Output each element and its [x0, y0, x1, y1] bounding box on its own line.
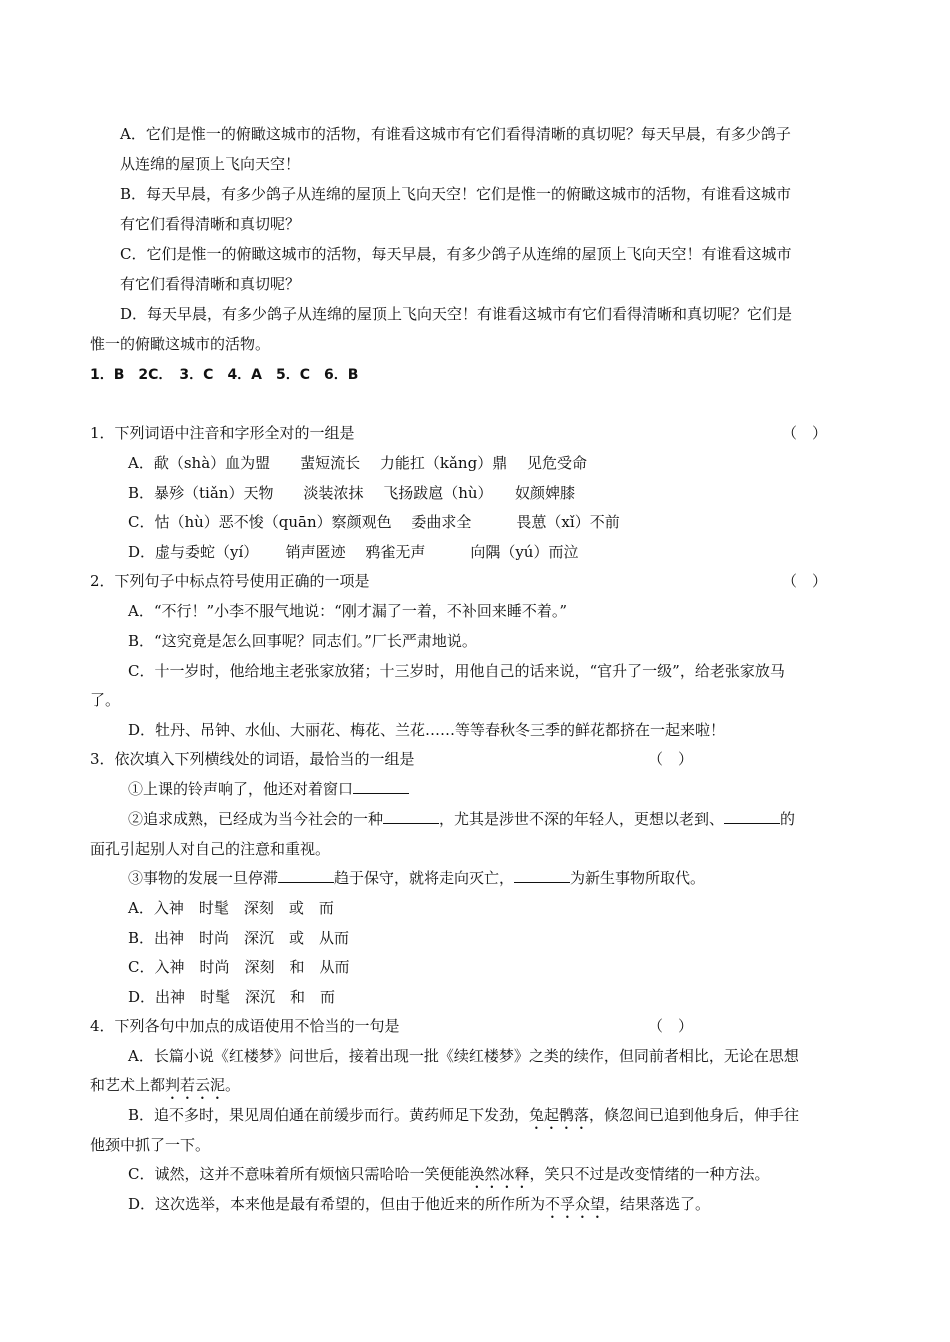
passage-option-c-line2: 有它们看得清晰和真切呢？ — [120, 275, 301, 293]
q4-option-a-line1: A．长篇小说《红楼梦》问世后，接着出现一批《续红楼梦》之类的续作，但同前者相比，无论在思想 — [128, 1047, 799, 1065]
q1-stem: 1．下列词语中注音和字形全对的一组是 — [90, 424, 355, 442]
q2-option-d: D．牡丹、吊钟、水仙、大丽花、梅花、兰花……等等春秋冬三季的鲜花都挤在一起来啦！ — [128, 721, 726, 739]
q3-blank-3[interactable] — [724, 809, 780, 824]
q4-option-a-text: 和艺术上都 — [90, 1076, 166, 1094]
passage-option-b-line2: 有它们看得清晰和真切呢？ — [120, 215, 301, 233]
q2-stem: 2．下列句子中标点符号使用正确的一项是 — [90, 572, 370, 590]
passage-option-d-line2: 惟一的俯瞰这城市的活物。 — [90, 335, 271, 353]
q3-sentence-2-part-b: ，尤其是涉世不深的年轻人，更想以老到、 — [439, 810, 725, 828]
q3-sentence-1 — [128, 779, 409, 799]
q3-sentence-3 — [128, 868, 705, 888]
passage-option-b-line1: B．每天早晨，有多少鸽子从连绵的屋顶上飞向天空！它们是惟一的俯瞰这城市的活物，有谁看这城市 — [120, 185, 792, 203]
q3-sentence-3-part-a: ③事物的发展一旦停滞 — [128, 869, 279, 887]
q3-blank-2[interactable] — [383, 809, 439, 824]
q2-option-c-line1: C．十一岁时，他给地主老张家放猪；十三岁时，用他自己的话来说，“官升了一级”，给老张家放马 — [128, 662, 785, 680]
q4-answer-bracket: （ ） — [648, 1017, 694, 1035]
q3-sentence-2 — [128, 809, 795, 829]
q2-answer-bracket: （ ） — [782, 572, 828, 590]
q2-option-a: A．“不行！”小李不服气地说：“刚才漏了一着，不补回来睡不着。” — [128, 602, 568, 620]
q1-option-b: B．暴殄（tiǎn）天物 淡装浓抹 飞扬跋扈（hù） 奴颜婢膝 — [128, 484, 576, 502]
q4-option-a-idiom: 判若云泥 — [165, 1076, 226, 1094]
q3-option-a: A．入神 时髦 深刻 或 而 — [128, 899, 334, 917]
q3-option-c: C．入神 时尚 深刻 和 从而 — [128, 958, 350, 976]
q3-blank-4[interactable] — [278, 868, 334, 883]
q3-option-b: B．出神 时尚 深沉 或 从而 — [128, 929, 350, 947]
q3-blank-1[interactable] — [353, 779, 409, 794]
q4-option-b-text: B．追不多时，果见周伯通在前缓步而行。黄药师足下发劲， — [128, 1106, 530, 1124]
q4-option-c-rest: ，笑只不过是改变情绪的一种方法。 — [529, 1165, 770, 1183]
q3-sentence-3-part-c: 为新生事物所取代。 — [570, 869, 706, 887]
q4-option-b-line2: 他颈中抓了一下。 — [90, 1136, 211, 1154]
q3-answer-bracket: （ ） — [648, 750, 694, 768]
q3-sentence-1-text: ①上课的铃声响了，他还对着窗口 — [128, 780, 354, 798]
q3-stem: 3．依次填入下列横线处的词语，最恰当的一组是 — [90, 750, 415, 768]
q4-option-a-line2 — [90, 1075, 240, 1103]
passage-option-c-line1: C．它们是惟一的俯瞰这城市的活物，每天早晨，有多少鸽子从连绵的屋顶上飞向天空！有谁看这城市 — [120, 245, 792, 263]
q1-option-c: C．怙（hù）恶不悛（quān）察颜观色 委曲求全 畏葸（xǐ）不前 — [128, 513, 620, 531]
q4-option-d-text: D．这次选举，本来他是最有希望的，但由于他近来的所作所为 — [128, 1195, 546, 1213]
q4-option-b-rest: ，倏忽间已追到他身后，伸手往 — [589, 1106, 800, 1124]
q3-sentence-2-line2: 面孔引起别人对自己的注意和重视。 — [90, 840, 331, 858]
q3-sentence-3-part-b: 趋于保守，就将走向灭亡， — [334, 869, 515, 887]
q1-answer-bracket: （ ） — [782, 424, 828, 442]
q3-blank-5[interactable] — [514, 868, 570, 883]
passage-option-d-line1: D．每天早晨，有多少鸽子从连绵的屋顶上飞向天空！有谁看这城市有它们看得清晰和真切呢？它们是 — [120, 305, 793, 323]
q4-stem: 4．下列各句中加点的成语使用不恰当的一句是 — [90, 1017, 400, 1035]
q1-option-d: D．虚与委蛇（yí） 销声匿迹 鸦雀无声 向隅（yú）而泣 — [128, 543, 579, 561]
q4-option-c-idiom: 涣然冰释 — [469, 1165, 530, 1183]
q4-option-d-idiom: 不孚众望 — [545, 1195, 606, 1213]
passage-option-a-line2: 从连绵的屋顶上飞向天空！ — [120, 155, 301, 173]
q1-option-a: A．歃（shà）血为盟 蜚短流长 力能扛（kǎng）鼎 见危受命 — [128, 454, 587, 472]
passage-option-a-line1: A．它们是惟一的俯瞰这城市的活物，有谁看这城市有它们看得清晰的真切呢？每天早晨，有多少鸽子 — [120, 125, 791, 143]
q4-option-c-text: C．诚然，这并不意味着所有烦恼只需哈哈一笑便能 — [128, 1165, 470, 1183]
q3-sentence-2-part-a: ②追求成熟，已经成为当今社会的一种 — [128, 810, 384, 828]
answer-key: 1．B 2C． 3．C 4．A 5．C 6．B — [90, 367, 359, 383]
q4-option-b-line1 — [128, 1105, 799, 1133]
q4-option-b-idiom: 兔起鹘落 — [529, 1106, 590, 1124]
q2-option-b: B．“这究竟是怎么回事呢？同志们。”厂长严肃地说。 — [128, 632, 477, 650]
q3-option-d: D．出神 时髦 深沉 和 而 — [128, 988, 336, 1006]
q4-option-a-end: 。 — [225, 1076, 241, 1094]
q4-option-c — [128, 1164, 770, 1192]
q3-sentence-2-part-c: 的 — [780, 810, 796, 828]
q4-option-d — [128, 1194, 710, 1222]
q4-option-d-rest: ，结果落选了。 — [605, 1195, 711, 1213]
q2-option-c-line2: 了。 — [90, 691, 121, 709]
